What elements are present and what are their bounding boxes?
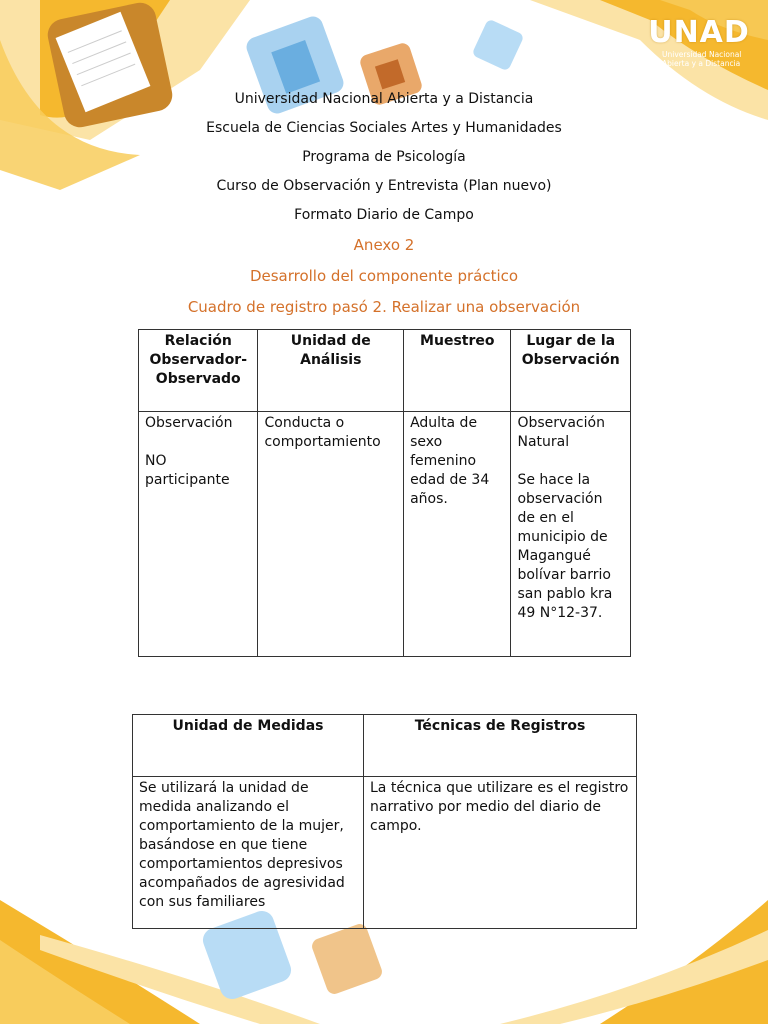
cell-tecnicas: La técnica que utilizare es el registro narrativo por medio del diario de campo.	[364, 777, 637, 929]
table-row	[133, 777, 637, 929]
cell-medidas: Se utilizará la unidad de medida analizando el comportamiento de la mujer, basándose en que tiene comportamientos depresivos acompañados de agresividad con sus familiares	[133, 777, 364, 929]
component-title: Desarrollo del componente práctico	[249, 267, 519, 285]
measures-table	[132, 714, 637, 929]
table-row	[139, 412, 631, 657]
header-relacion: Relación Observador-Observado	[139, 330, 258, 412]
cell-muestreo: Adulta de sexo femenino edad de 34 años.	[404, 412, 511, 657]
school-name: Escuela de Ciencias Sociales Artes y Humanidades	[206, 120, 562, 136]
cell-relacion-line1: Observación	[145, 415, 233, 431]
cell-lugar-line2: Se hace la observación de en el municipio de Magangué bolívar barrio san pablo kra 49 N°12-37.	[517, 472, 613, 621]
annex-title: Anexo 2	[353, 236, 415, 254]
table-header-row	[133, 715, 637, 777]
cell-lugar	[511, 412, 631, 657]
table-header-row	[139, 330, 631, 412]
logo-subtitle-1: Universidad Nacional	[662, 50, 742, 59]
header-unidad: Unidad de Análisis	[258, 330, 404, 412]
header-tecnicas: Técnicas de Registros	[364, 715, 637, 777]
cell-relacion	[139, 412, 258, 657]
unad-logo	[646, 6, 752, 86]
header-lugar: Lugar de la Observación	[511, 330, 631, 412]
cell-relacion-line2: NO participante	[145, 453, 230, 488]
program-name: Programa de Psicología	[302, 149, 466, 165]
logo-text: UNAD	[648, 15, 750, 50]
logo-subtitle-2: Abierta y a Distancia	[662, 59, 741, 68]
course-name: Curso de Observación y Entrevista (Plan nuevo)	[216, 178, 552, 194]
cell-lugar-line1: Observación Natural	[517, 415, 605, 450]
header-medidas: Unidad de Medidas	[133, 715, 364, 777]
cell-unidad: Conducta o comportamiento	[258, 412, 404, 657]
observation-table	[138, 329, 631, 657]
university-name: Universidad Nacional Abierta y a Distancia	[234, 91, 534, 107]
table-caption: Cuadro de registro pasó 2. Realizar una observación	[187, 298, 581, 316]
header-muestreo: Muestreo	[404, 330, 511, 412]
format-name: Formato Diario de Campo	[294, 207, 474, 223]
